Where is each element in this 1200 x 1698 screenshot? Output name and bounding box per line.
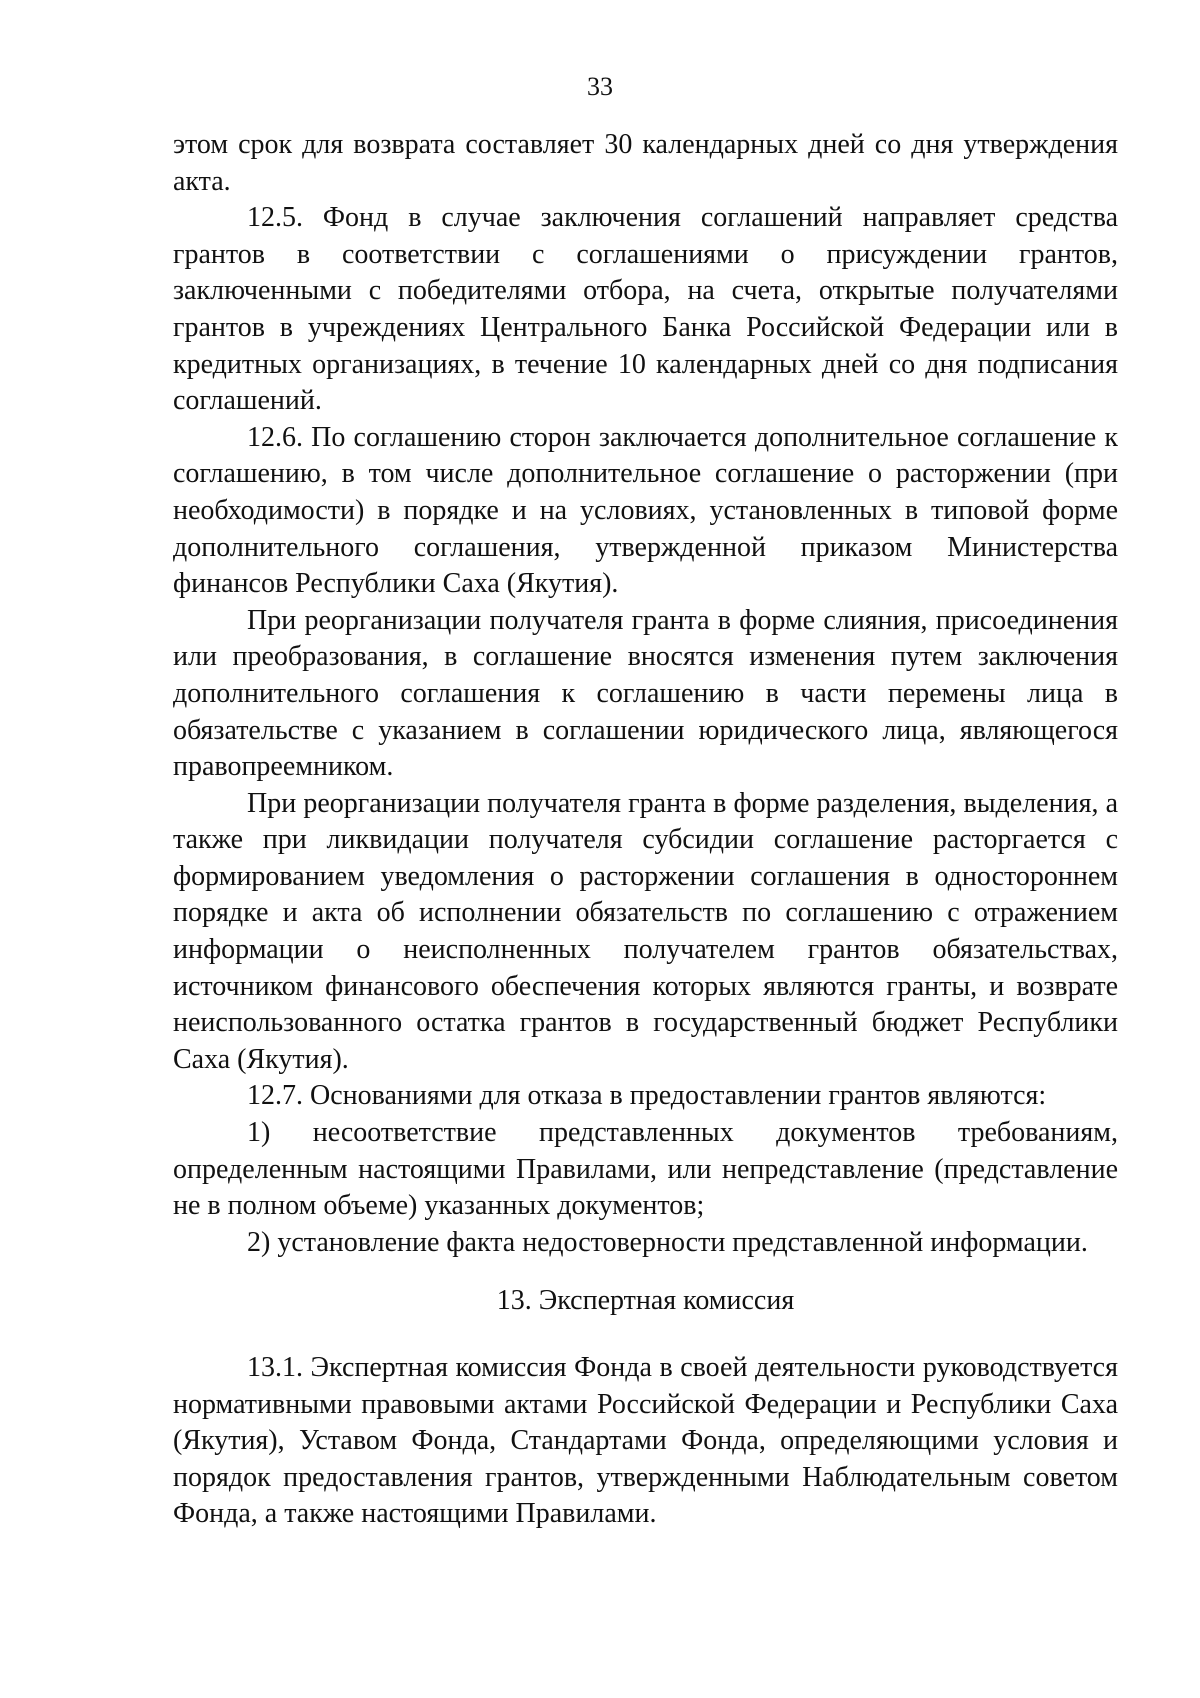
paragraph-12-7-item-2: 2) установление факта недостоверности представленной информации. [247, 1226, 1088, 1258]
paragraph-reorganization-division: При реорганизации получателя гранта в форме разделения, выделения, а также при ликвидации получателя субсидии соглашение расторгается с формированием уведомления о расторжении соглашения в одностороннем порядке и акта об исполнении обязательств по соглашению с отражением информации о неисполненных получателем грантов обязательствах, источником финансового обеспечения которых являются гранты, и возврате неиспользованного остатка грантов в государственный бюджет Республики Саха (Якутия). [173, 787, 1118, 1075]
paragraph-13-1: 13.1. Экспертная комиссия Фонда в своей деятельности руководствуется нормативными правовыми актами Российской Федерации и Республики Саха (Якутия), Уставом Фонда, Стандартами Фонда, определяющими условия и порядок предоставления грантов, утвержденными Наблюдательным советом Фонда, а также настоящими Правилами. [173, 1352, 1118, 1530]
paragraph-12-7-item-1: 1) несоответствие представленных документов требованиям, определенным настоящими Правилами, или непредставление (представление не в полном объеме) указанных документов; [173, 1117, 1118, 1222]
paragraph-12-6: 12.6. По соглашению сторон заключается дополнительное соглашение к соглашению, в том числе дополнительное соглашение о расторжении (при необходимости) в порядке и на условиях, установленных в типовой форме дополнительного соглашения, утвержденной приказом Министерства финансов Республики Саха (Якутия). [173, 421, 1118, 600]
paragraph-reorganization-merger: При реорганизации получателя гранта в форме слияния, присоединения или преобразования, в соглашение вносятся изменения путем заключения дополнительного соглашения к соглашению в части перемены лица в обязательстве с указанием в соглашении юридического лица, являющегося правопреемником. [173, 604, 1118, 783]
page-number: 33 [587, 72, 613, 101]
document-body [173, 127, 1118, 1533]
paragraph-12-5: 12.5. Фонд в случае заключения соглашений направляет средства грантов в соответствии с соглашениями о присуждении грантов, заключенными с победителями отбора, на счета, открытые получателями грантов в учреждениях Центрального Банка Российской Федерации или в кредитных организациях, в течение 10 календарных дней со дня подписания соглашений. [173, 202, 1118, 417]
paragraph-12-7: 12.7. Основаниями для отказа в предоставлении грантов являются: [247, 1080, 1047, 1112]
paragraph-continuation: этом срок для возврата составляет 30 календарных дней со дня утверждения акта. [173, 129, 1118, 197]
section-heading: 13. Экспертная комиссия [496, 1285, 795, 1317]
